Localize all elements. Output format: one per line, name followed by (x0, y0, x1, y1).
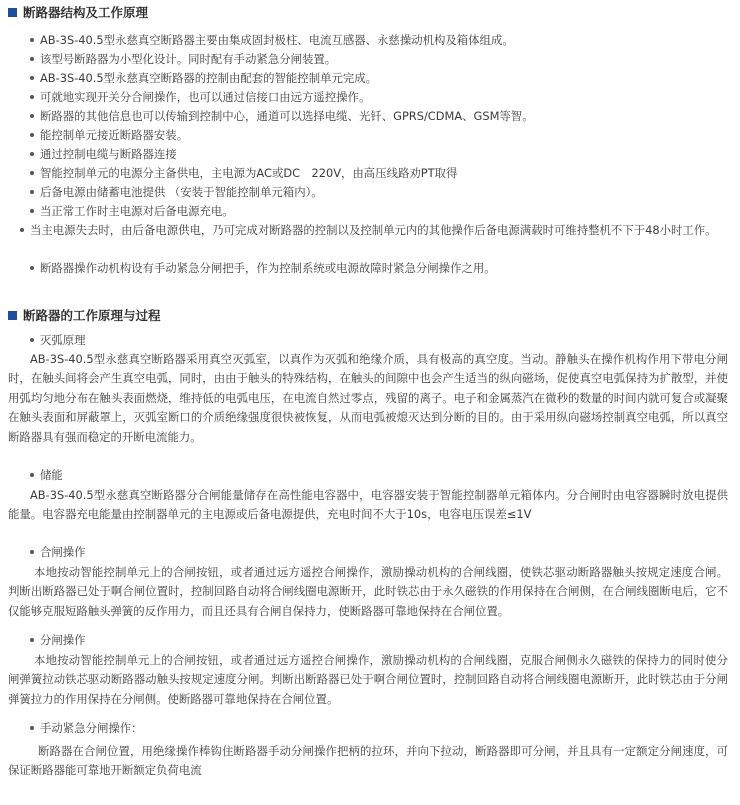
subsection-label-manual: 手动紧急分闸操作： (30, 719, 143, 739)
bullet-dot-icon (30, 171, 34, 175)
bullet-dot-icon (30, 57, 34, 61)
list-item: AB-3S-40.5型永慈真空断路器的控制由配套的智能控制单元完成。 (30, 69, 726, 89)
list-item: AB-3S-40.5型永慈真空断路器主要由集成固封极柱、电流互感器、永慈操动机构及箱体组成。 (30, 31, 726, 51)
bullet-dot-icon (30, 38, 34, 42)
bullet-dot-icon (30, 209, 34, 213)
bullet-dot-icon (30, 550, 34, 554)
list-item: 断路器操作动机构设有手动紧急分闸把手，作为控制系统或电源故障时紧急分闸操作之用。 (30, 259, 726, 279)
bullet-dot-icon (30, 152, 34, 156)
heading-marker-icon (8, 311, 17, 320)
section-heading-structure (8, 2, 148, 22)
list-item: 当正常工作时主电源对后备电源充电。 (30, 202, 726, 222)
paragraph-arc: AB-3S-40.5型永慈真空断路器采用真空灭弧室，以真作为灭弧和绝缘介质，具有极高的真空度。当动。静触头在操作机构作用下带电分闸时，在触头间将会产生真空电弧，同时，由由于触头的特殊结构，在触头的间隙中也会产生适当的纵向磁场，促使真空电弧保持为扩散型，并使用弧均匀地分布在触头表面燃烧，维持低的电弧电压，在电流自然过零点，残留的离子。电子和金属蒸汽在微秒的数量的时间内就可复合或凝聚在触头表面和屏蔽罩上，灭弧室断口的介质绝缘强度很快被恢复，从而电弧被熄灭达到分断的目的。由于采用纵向磁场控制真空电弧，所以真空断路器具有强而稳定的开断电流能力。 (8, 352, 728, 444)
paragraph-storage: AB-3S-40.5型永慈真空断路器分合闸能量储存在高性能电容器中，电容器安装于智能控制器单元箱体内。分合闸时由电容器瞬时放电提供能量。电容器充电能量由控制器单元的主电源或后备电源提供，充电时间不大于10s，电容电压误差≤1V (8, 488, 728, 522)
subsection-label-storage: 储能 (30, 466, 63, 486)
section-title: 断路器结构及工作原理 (23, 5, 149, 20)
list-item: 智能控制单元的电源分主备供电，主电源为AC或DC 220V，由高压线路劝PT取得 (30, 164, 726, 184)
paragraph-open: 本地按动智能控制单元上的合闸按钮，或者通过远方遥控合闸操作，激励操动机构的合闸线圈，克服合闸侧永久磁铁的保持力的同时使分闸弹簧拉动铁芯驱动断路器动触头按规定速度分闸。判断出断路器已处于啊合闸位置时，控制回路自动将合闸线圈电源断开，此时铁芯由于分闸弹簧拉力的作用保持在分闸侧。使断路器可靠地保持在合闸位置。 (8, 653, 728, 706)
paragraph-close: 本地按动智能控制单元上的合闸按钮，或者通过远方遥控合闸操作，激励操动机构的合闸线圈，使铁芯驱动断路器触头按规定速度合闸。判断出断路器已处于啊合闸位置时，控制回路自动将合闸线圈电源断开，此时铁芯由于永久磁铁的作用保持在合闸侧，在合闸线圈断电后，它不仅能够克服短路触头弹簧的反作用力，而且还具有合闸自保持力，使断路器可靠地保持在合闸位置。 (8, 565, 728, 618)
list-item: 当主电源失去时，由后备电源供电，乃可完成对断路器的控制以及控制单元内的其他操作后备电源满载时可维持整机不下于48小时工作。 (8, 221, 726, 241)
section-title: 断路器的工作原理与过程 (23, 308, 161, 323)
list-item: 通过控制电缆与断路器连接 (30, 145, 726, 165)
heading-marker-icon (8, 8, 17, 17)
bullet-dot-icon (30, 190, 34, 194)
bullet-dot-icon (30, 638, 34, 642)
bullet-dot-icon (30, 266, 34, 270)
subsection-label-close: 合闸操作 (30, 543, 86, 563)
subsection-label-open: 分闸操作 (30, 631, 86, 651)
subsection-label-arc: 灭弧原理 (30, 331, 86, 351)
list-item: 断路器的其他信息也可以传输到控制中心，通道可以选择电缆、光钎、GPRS/CDMA、GSM等智。 (30, 107, 726, 127)
bullet-dot-icon (30, 338, 34, 342)
bullet-dot-icon (20, 228, 24, 232)
bullet-dot-icon (30, 76, 34, 80)
bullet-dot-icon (30, 95, 34, 99)
list-item: 该型号断路器为小型化设计。同时配有手动紧急分闸装置。 (30, 50, 726, 70)
paragraph-manual: 断路器在合闸位置，用绝缘操作棒钩住断路器手动分闸操作把柄的拉环，并向下拉动，断路器即可分闸，并且具有一定额定分闸速度，可保证断路器能可靠地开断额定负荷电流 (8, 744, 728, 778)
bullet-dot-icon (30, 133, 34, 137)
bullet-dot-icon (30, 726, 34, 730)
section-heading-process (8, 305, 161, 325)
bullet-dot-icon (30, 114, 34, 118)
bullet-dot-icon (30, 473, 34, 477)
list-item: 能控制单元接近断路器安装。 (30, 126, 726, 146)
list-item: 可就地实现开关分合闸操作，也可以通过信接口由远方遥控操作。 (30, 88, 726, 108)
list-item: 后备电源由储蓄电池提供 （安装于智能控制单元箱内）。 (30, 183, 726, 203)
